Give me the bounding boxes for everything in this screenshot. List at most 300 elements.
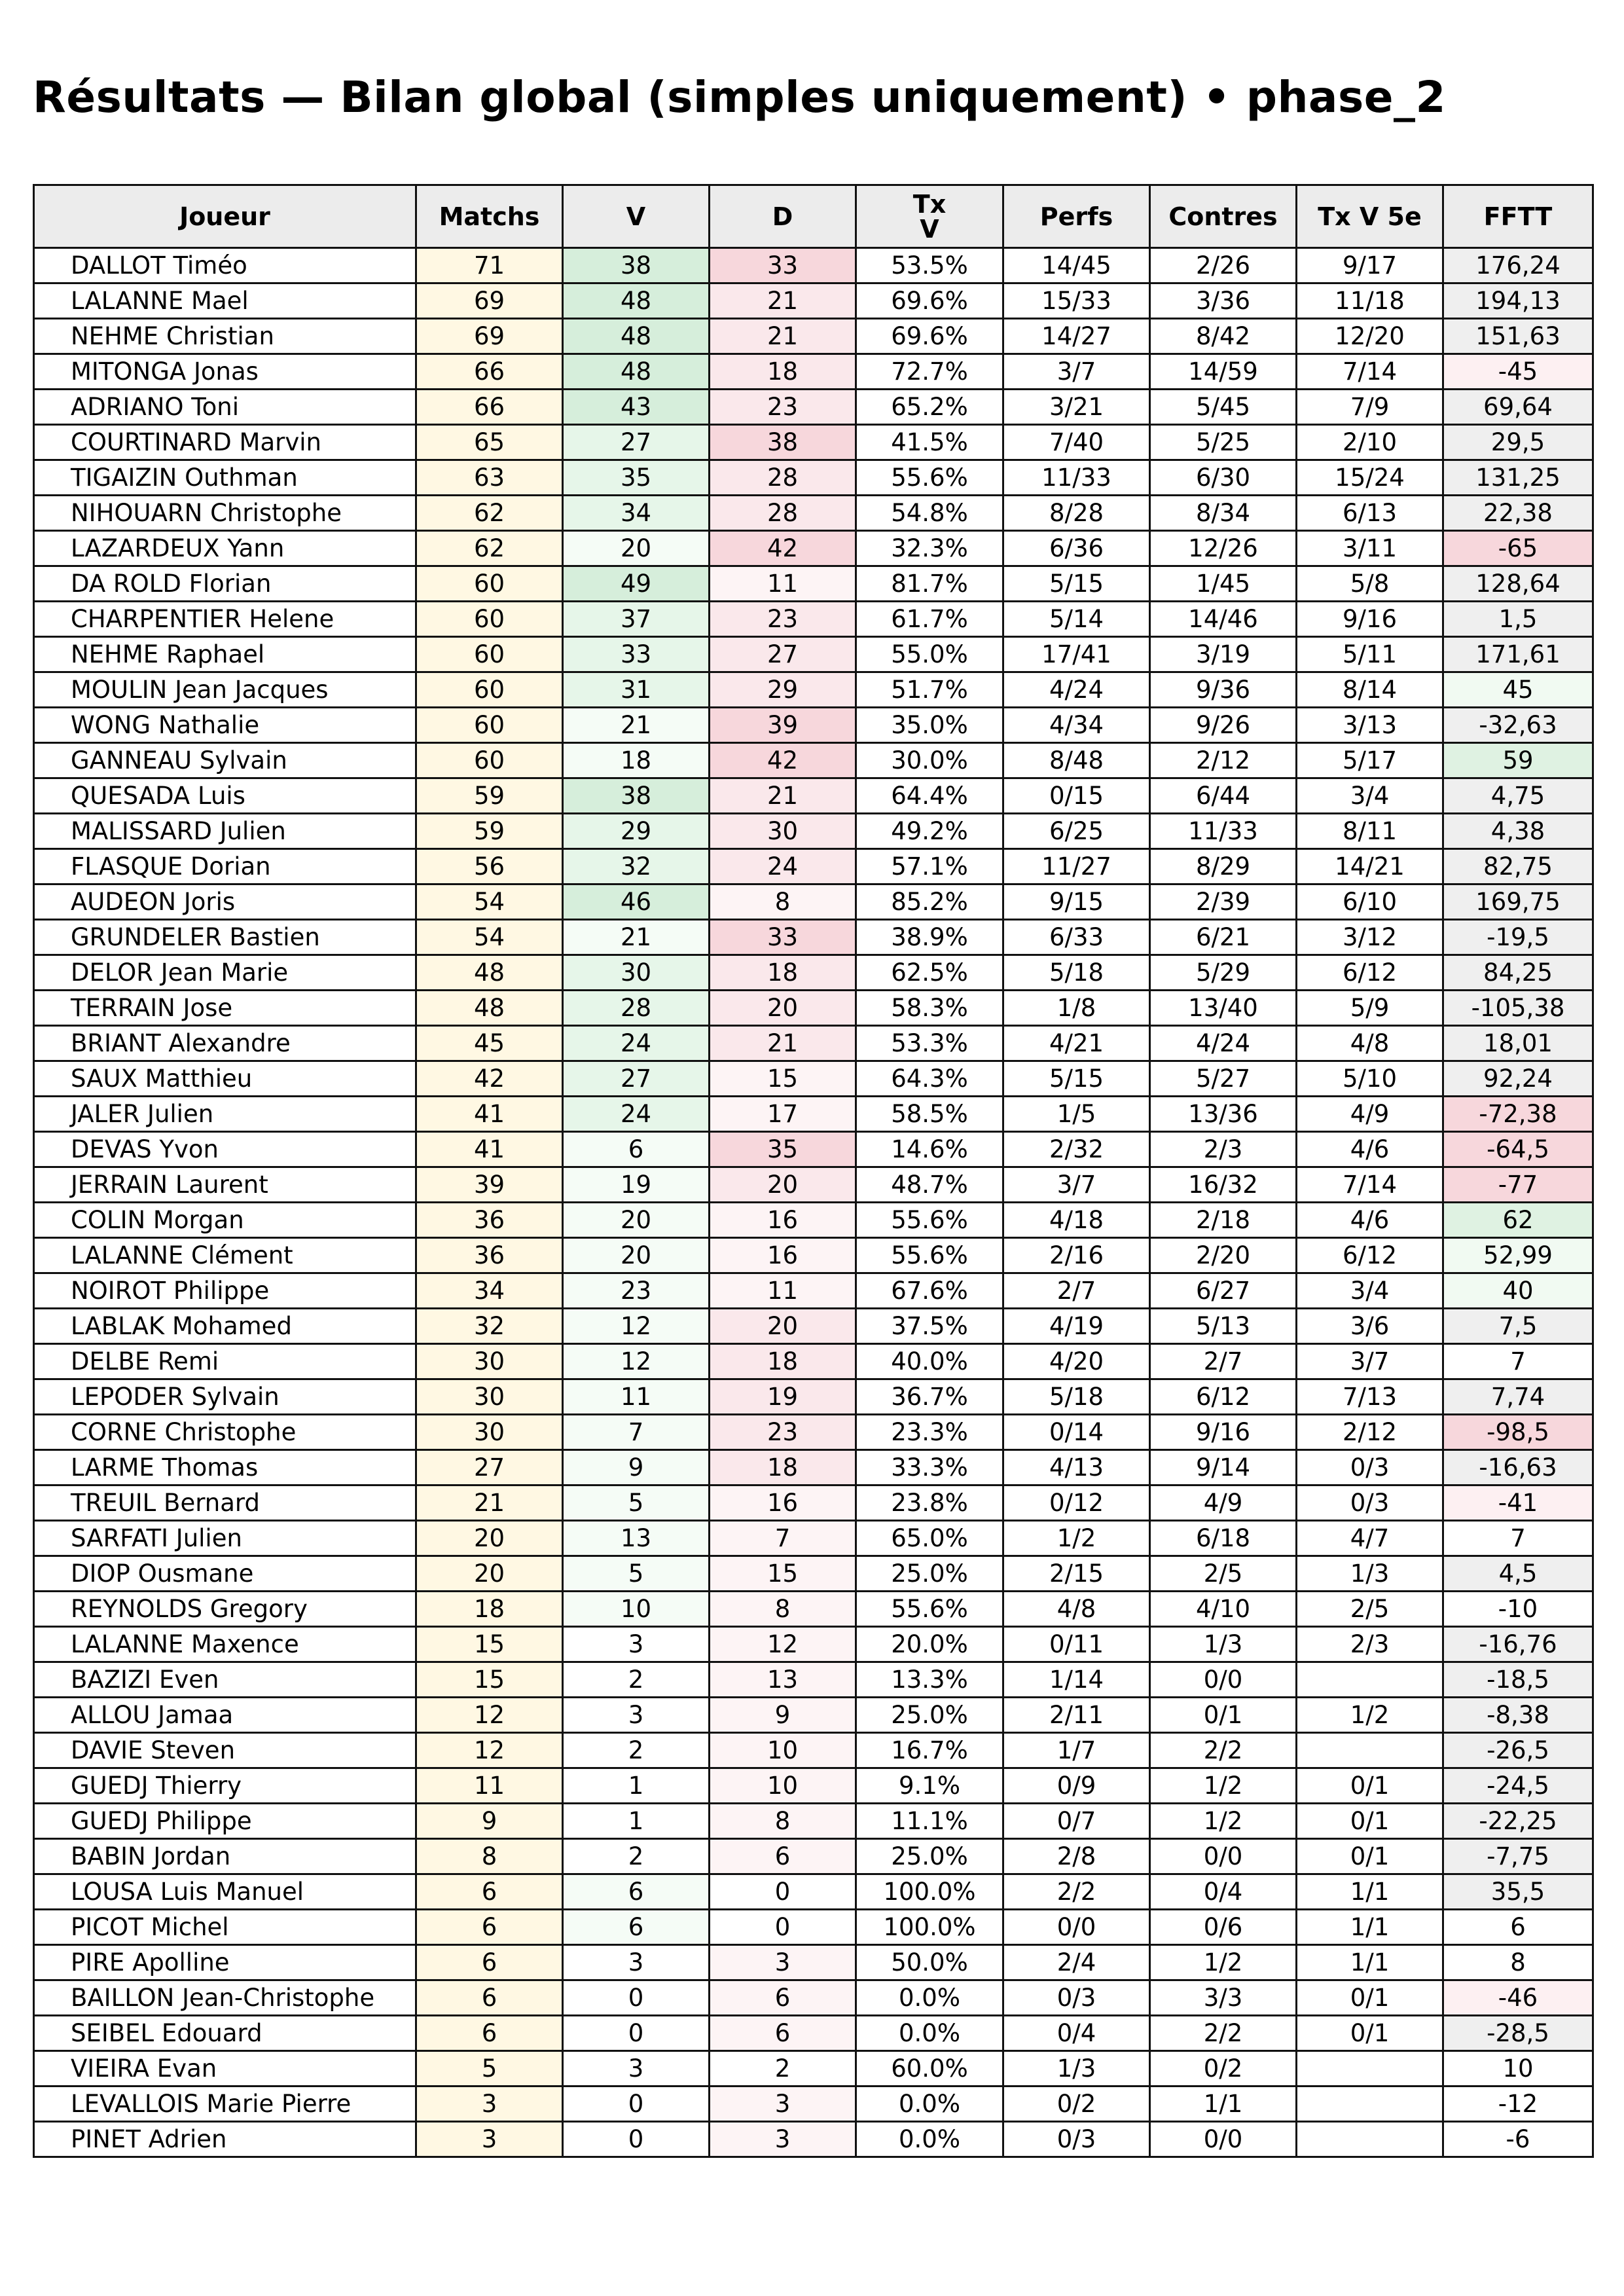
win-rate-cell: 51.7% <box>856 672 1003 708</box>
defeats-cell: 38 <box>710 425 856 460</box>
fftt-points-cell: 6 <box>1443 1910 1593 1945</box>
header-v: V <box>563 185 710 248</box>
defeats-cell: 19 <box>710 1379 856 1415</box>
matchs-cell: 60 <box>416 743 563 778</box>
fftt-points-cell: 35,5 <box>1443 1874 1593 1910</box>
victories-cell: 21 <box>563 708 710 743</box>
defeats-cell: 11 <box>710 566 856 602</box>
player-name-cell: QUESADA Luis <box>34 778 416 814</box>
fftt-points-cell: 7 <box>1443 1344 1593 1379</box>
matchs-cell: 3 <box>416 2122 563 2157</box>
matchs-cell: 3 <box>416 2086 563 2122</box>
contres-cell: 0/1 <box>1150 1698 1297 1733</box>
perfs-cell: 2/8 <box>1003 1839 1150 1874</box>
fftt-points-cell: -7,75 <box>1443 1839 1593 1874</box>
win-rate-cell: 69.6% <box>856 319 1003 354</box>
contres-cell: 3/3 <box>1150 1980 1297 2016</box>
fftt-points-cell: -8,38 <box>1443 1698 1593 1733</box>
contres-cell: 2/12 <box>1150 743 1297 778</box>
contres-cell: 6/30 <box>1150 460 1297 496</box>
defeats-cell: 9 <box>710 1698 856 1733</box>
table-row <box>34 496 1593 531</box>
defeats-cell: 23 <box>710 1415 856 1450</box>
perfs-cell: 11/27 <box>1003 849 1150 884</box>
fftt-points-cell: 69,64 <box>1443 390 1593 425</box>
fftt-points-cell: -46 <box>1443 1980 1593 2016</box>
matchs-cell: 56 <box>416 849 563 884</box>
victories-cell: 7 <box>563 1415 710 1450</box>
header-tx-v <box>856 185 1003 248</box>
matchs-cell: 54 <box>416 884 563 920</box>
perfs-cell: 0/9 <box>1003 1768 1150 1804</box>
contres-cell: 4/10 <box>1150 1592 1297 1627</box>
contres-cell: 2/5 <box>1150 1556 1297 1592</box>
contres-cell: 6/21 <box>1150 920 1297 955</box>
defeats-cell: 21 <box>710 778 856 814</box>
defeats-cell: 0 <box>710 1874 856 1910</box>
victories-cell: 11 <box>563 1379 710 1415</box>
perfs-cell: 14/45 <box>1003 248 1150 283</box>
player-name-cell: MOULIN Jean Jacques <box>34 672 416 708</box>
matchs-cell: 69 <box>416 283 563 319</box>
table-row <box>34 1910 1593 1945</box>
table-row <box>34 390 1593 425</box>
win-rate-5e-cell: 0/1 <box>1297 2016 1443 2051</box>
victories-cell: 2 <box>563 1733 710 1768</box>
defeats-cell: 2 <box>710 2051 856 2086</box>
victories-cell: 0 <box>563 2016 710 2051</box>
defeats-cell: 42 <box>710 743 856 778</box>
table-row <box>34 884 1593 920</box>
table-row <box>34 2016 1593 2051</box>
table-row <box>34 602 1593 637</box>
win-rate-cell: 60.0% <box>856 2051 1003 2086</box>
win-rate-5e-cell: 0/1 <box>1297 1980 1443 2016</box>
fftt-points-cell: 8 <box>1443 1945 1593 1980</box>
table-row <box>34 354 1593 390</box>
win-rate-cell: 37.5% <box>856 1309 1003 1344</box>
perfs-cell: 8/28 <box>1003 496 1150 531</box>
win-rate-5e-cell: 1/1 <box>1297 1910 1443 1945</box>
victories-cell: 43 <box>563 390 710 425</box>
victories-cell: 27 <box>563 1061 710 1097</box>
win-rate-5e-cell: 2/5 <box>1297 1592 1443 1627</box>
table-row <box>34 1733 1593 1768</box>
player-name-cell: DALLOT Timéo <box>34 248 416 283</box>
contres-cell: 2/39 <box>1150 884 1297 920</box>
defeats-cell: 21 <box>710 283 856 319</box>
defeats-cell: 17 <box>710 1097 856 1132</box>
win-rate-cell: 33.3% <box>856 1450 1003 1485</box>
win-rate-5e-cell: 4/6 <box>1297 1203 1443 1238</box>
matchs-cell: 48 <box>416 955 563 991</box>
fftt-points-cell: 1,5 <box>1443 602 1593 637</box>
victories-cell: 38 <box>563 778 710 814</box>
perfs-cell: 5/18 <box>1003 955 1150 991</box>
player-name-cell: LALANNE Clément <box>34 1238 416 1273</box>
player-name-cell: MALISSARD Julien <box>34 814 416 849</box>
perfs-cell: 0/2 <box>1003 2086 1150 2122</box>
victories-cell: 23 <box>563 1273 710 1309</box>
player-name-cell: NIHOUARN Christophe <box>34 496 416 531</box>
fftt-points-cell: 29,5 <box>1443 425 1593 460</box>
results-table <box>33 184 1594 2158</box>
win-rate-5e-cell: 4/9 <box>1297 1097 1443 1132</box>
contres-cell: 9/26 <box>1150 708 1297 743</box>
win-rate-5e-cell: 6/13 <box>1297 496 1443 531</box>
perfs-cell: 5/15 <box>1003 566 1150 602</box>
table-row <box>34 425 1593 460</box>
win-rate-5e-cell: 3/6 <box>1297 1309 1443 1344</box>
win-rate-5e-cell: 3/4 <box>1297 778 1443 814</box>
win-rate-5e-cell <box>1297 2122 1443 2157</box>
fftt-points-cell: 176,24 <box>1443 248 1593 283</box>
win-rate-cell: 54.8% <box>856 496 1003 531</box>
contres-cell: 3/19 <box>1150 637 1297 672</box>
win-rate-cell: 55.6% <box>856 1238 1003 1273</box>
victories-cell: 3 <box>563 1945 710 1980</box>
fftt-points-cell: 59 <box>1443 743 1593 778</box>
perfs-cell: 7/40 <box>1003 425 1150 460</box>
perfs-cell: 6/25 <box>1003 814 1150 849</box>
perfs-cell: 4/34 <box>1003 708 1150 743</box>
victories-cell: 3 <box>563 1627 710 1662</box>
fftt-points-cell: 7,74 <box>1443 1379 1593 1415</box>
table-row <box>34 672 1593 708</box>
victories-cell: 9 <box>563 1450 710 1485</box>
table-row <box>34 637 1593 672</box>
win-rate-cell: 35.0% <box>856 708 1003 743</box>
defeats-cell: 27 <box>710 637 856 672</box>
win-rate-cell: 25.0% <box>856 1839 1003 1874</box>
win-rate-cell: 11.1% <box>856 1804 1003 1839</box>
win-rate-5e-cell: 3/11 <box>1297 531 1443 566</box>
perfs-cell: 6/33 <box>1003 920 1150 955</box>
player-name-cell: COURTINARD Marvin <box>34 425 416 460</box>
win-rate-5e-cell: 7/14 <box>1297 1167 1443 1203</box>
victories-cell: 10 <box>563 1592 710 1627</box>
fftt-points-cell: 62 <box>1443 1203 1593 1238</box>
matchs-cell: 69 <box>416 319 563 354</box>
win-rate-cell: 57.1% <box>856 849 1003 884</box>
win-rate-5e-cell: 5/11 <box>1297 637 1443 672</box>
matchs-cell: 59 <box>416 814 563 849</box>
perfs-cell: 4/21 <box>1003 1026 1150 1061</box>
fftt-points-cell: 4,5 <box>1443 1556 1593 1592</box>
fftt-points-cell: -19,5 <box>1443 920 1593 955</box>
player-name-cell: GUEDJ Thierry <box>34 1768 416 1804</box>
player-name-cell: SAUX Matthieu <box>34 1061 416 1097</box>
perfs-cell: 0/15 <box>1003 778 1150 814</box>
defeats-cell: 21 <box>710 319 856 354</box>
defeats-cell: 28 <box>710 460 856 496</box>
defeats-cell: 6 <box>710 2016 856 2051</box>
matchs-cell: 62 <box>416 496 563 531</box>
fftt-points-cell: -98,5 <box>1443 1415 1593 1450</box>
perfs-cell: 2/32 <box>1003 1132 1150 1167</box>
victories-cell: 19 <box>563 1167 710 1203</box>
table-row <box>34 1415 1593 1450</box>
header-matchs: Matchs <box>416 185 563 248</box>
contres-cell: 16/32 <box>1150 1167 1297 1203</box>
win-rate-cell: 64.3% <box>856 1061 1003 1097</box>
fftt-points-cell: -12 <box>1443 2086 1593 2122</box>
matchs-cell: 6 <box>416 1874 563 1910</box>
table-row <box>34 248 1593 283</box>
defeats-cell: 8 <box>710 884 856 920</box>
win-rate-5e-cell: 1/2 <box>1297 1698 1443 1733</box>
win-rate-cell: 55.0% <box>856 637 1003 672</box>
contres-cell: 2/2 <box>1150 2016 1297 2051</box>
perfs-cell: 15/33 <box>1003 283 1150 319</box>
table-row <box>34 2122 1593 2157</box>
win-rate-cell: 64.4% <box>856 778 1003 814</box>
defeats-cell: 3 <box>710 1945 856 1980</box>
perfs-cell: 5/15 <box>1003 1061 1150 1097</box>
player-name-cell: JERRAIN Laurent <box>34 1167 416 1203</box>
perfs-cell: 2/11 <box>1003 1698 1150 1733</box>
defeats-cell: 18 <box>710 955 856 991</box>
victories-cell: 38 <box>563 248 710 283</box>
win-rate-cell: 61.7% <box>856 602 1003 637</box>
win-rate-5e-cell: 1/1 <box>1297 1874 1443 1910</box>
contres-cell: 8/34 <box>1150 496 1297 531</box>
player-name-cell: DIOP Ousmane <box>34 1556 416 1592</box>
win-rate-cell: 55.6% <box>856 1203 1003 1238</box>
contres-cell: 1/2 <box>1150 1945 1297 1980</box>
table-row <box>34 778 1593 814</box>
player-name-cell: GUEDJ Philippe <box>34 1804 416 1839</box>
matchs-cell: 42 <box>416 1061 563 1097</box>
table-row <box>34 319 1593 354</box>
matchs-cell: 63 <box>416 460 563 496</box>
contres-cell: 1/45 <box>1150 566 1297 602</box>
perfs-cell: 0/3 <box>1003 2122 1150 2157</box>
defeats-cell: 42 <box>710 531 856 566</box>
victories-cell: 34 <box>563 496 710 531</box>
table-row <box>34 1273 1593 1309</box>
perfs-cell: 4/8 <box>1003 1592 1150 1627</box>
victories-cell: 5 <box>563 1556 710 1592</box>
fftt-points-cell: -10 <box>1443 1592 1593 1627</box>
win-rate-5e-cell: 6/10 <box>1297 884 1443 920</box>
perfs-cell: 0/3 <box>1003 1980 1150 2016</box>
perfs-cell: 1/7 <box>1003 1733 1150 1768</box>
win-rate-cell: 67.6% <box>856 1273 1003 1309</box>
win-rate-cell: 53.3% <box>856 1026 1003 1061</box>
fftt-points-cell: 45 <box>1443 672 1593 708</box>
player-name-cell: AUDEON Joris <box>34 884 416 920</box>
win-rate-5e-cell: 1/1 <box>1297 1945 1443 1980</box>
table-row <box>34 531 1593 566</box>
fftt-points-cell: 131,25 <box>1443 460 1593 496</box>
perfs-cell: 4/20 <box>1003 1344 1150 1379</box>
contres-cell: 1/2 <box>1150 1804 1297 1839</box>
player-name-cell: TERRAIN Jose <box>34 991 416 1026</box>
win-rate-cell: 38.9% <box>856 920 1003 955</box>
win-rate-5e-cell: 14/21 <box>1297 849 1443 884</box>
player-name-cell: LARME Thomas <box>34 1450 416 1485</box>
perfs-cell: 5/18 <box>1003 1379 1150 1415</box>
contres-cell: 6/12 <box>1150 1379 1297 1415</box>
fftt-points-cell: -22,25 <box>1443 1804 1593 1839</box>
win-rate-5e-cell: 5/9 <box>1297 991 1443 1026</box>
fftt-points-cell: -105,38 <box>1443 991 1593 1026</box>
contres-cell: 2/7 <box>1150 1344 1297 1379</box>
fftt-points-cell: -16,76 <box>1443 1627 1593 1662</box>
player-name-cell: SARFATI Julien <box>34 1521 416 1556</box>
matchs-cell: 11 <box>416 1768 563 1804</box>
player-name-cell: LAZARDEUX Yann <box>34 531 416 566</box>
matchs-cell: 6 <box>416 1945 563 1980</box>
fftt-points-cell: -77 <box>1443 1167 1593 1203</box>
win-rate-cell: 69.6% <box>856 283 1003 319</box>
perfs-cell: 0/7 <box>1003 1804 1150 1839</box>
win-rate-5e-cell: 0/3 <box>1297 1450 1443 1485</box>
contres-cell: 1/3 <box>1150 1627 1297 1662</box>
player-name-cell: DEVAS Yvon <box>34 1132 416 1167</box>
contres-cell: 13/36 <box>1150 1097 1297 1132</box>
matchs-cell: 21 <box>416 1485 563 1521</box>
header-perfs: Perfs <box>1003 185 1150 248</box>
matchs-cell: 39 <box>416 1167 563 1203</box>
victories-cell: 24 <box>563 1097 710 1132</box>
matchs-cell: 12 <box>416 1698 563 1733</box>
victories-cell: 48 <box>563 319 710 354</box>
defeats-cell: 23 <box>710 602 856 637</box>
perfs-cell: 2/2 <box>1003 1874 1150 1910</box>
matchs-cell: 30 <box>416 1379 563 1415</box>
victories-cell: 20 <box>563 1238 710 1273</box>
victories-cell: 20 <box>563 531 710 566</box>
win-rate-cell: 0.0% <box>856 2016 1003 2051</box>
matchs-cell: 48 <box>416 991 563 1026</box>
table-row <box>34 743 1593 778</box>
matchs-cell: 12 <box>416 1733 563 1768</box>
victories-cell: 12 <box>563 1344 710 1379</box>
win-rate-cell: 55.6% <box>856 1592 1003 1627</box>
player-name-cell: DELOR Jean Marie <box>34 955 416 991</box>
fftt-points-cell: -6 <box>1443 2122 1593 2157</box>
player-name-cell: BABIN Jordan <box>34 1839 416 1874</box>
win-rate-cell: 0.0% <box>856 2122 1003 2157</box>
contres-cell: 13/40 <box>1150 991 1297 1026</box>
victories-cell: 29 <box>563 814 710 849</box>
victories-cell: 27 <box>563 425 710 460</box>
player-name-cell: MITONGA Jonas <box>34 354 416 390</box>
page-title: Résultats — Bilan global (simples uniquement) • phase_2 <box>33 72 1446 122</box>
perfs-cell: 17/41 <box>1003 637 1150 672</box>
victories-cell: 35 <box>563 460 710 496</box>
table-row <box>34 991 1593 1026</box>
perfs-cell: 4/24 <box>1003 672 1150 708</box>
player-name-cell: LALANNE Maxence <box>34 1627 416 1662</box>
contres-cell: 0/0 <box>1150 2122 1297 2157</box>
fftt-points-cell: 10 <box>1443 2051 1593 2086</box>
defeats-cell: 6 <box>710 1839 856 1874</box>
perfs-cell: 0/11 <box>1003 1627 1150 1662</box>
victories-cell: 3 <box>563 1698 710 1733</box>
fftt-points-cell: 7 <box>1443 1521 1593 1556</box>
perfs-cell: 2/15 <box>1003 1556 1150 1592</box>
table-row <box>34 1768 1593 1804</box>
fftt-points-cell: 22,38 <box>1443 496 1593 531</box>
win-rate-5e-cell <box>1297 2051 1443 2086</box>
win-rate-cell: 14.6% <box>856 1132 1003 1167</box>
contres-cell: 8/29 <box>1150 849 1297 884</box>
win-rate-5e-cell: 5/8 <box>1297 566 1443 602</box>
player-name-cell: LEPODER Sylvain <box>34 1379 416 1415</box>
player-name-cell: LALANNE Mael <box>34 283 416 319</box>
defeats-cell: 15 <box>710 1556 856 1592</box>
win-rate-5e-cell: 0/1 <box>1297 1768 1443 1804</box>
player-name-cell: LABLAK Mohamed <box>34 1309 416 1344</box>
contres-cell: 6/18 <box>1150 1521 1297 1556</box>
matchs-cell: 15 <box>416 1627 563 1662</box>
player-name-cell: NEHME Christian <box>34 319 416 354</box>
win-rate-5e-cell <box>1297 1733 1443 1768</box>
fftt-points-cell: 40 <box>1443 1273 1593 1309</box>
win-rate-5e-cell <box>1297 2086 1443 2122</box>
victories-cell: 5 <box>563 1485 710 1521</box>
perfs-cell: 3/7 <box>1003 354 1150 390</box>
win-rate-cell: 0.0% <box>856 1980 1003 2016</box>
victories-cell: 48 <box>563 354 710 390</box>
victories-cell: 12 <box>563 1309 710 1344</box>
defeats-cell: 35 <box>710 1132 856 1167</box>
player-name-cell: FLASQUE Dorian <box>34 849 416 884</box>
perfs-cell: 9/15 <box>1003 884 1150 920</box>
defeats-cell: 8 <box>710 1804 856 1839</box>
table-row <box>34 1627 1593 1662</box>
table-row <box>34 955 1593 991</box>
win-rate-5e-cell: 0/3 <box>1297 1485 1443 1521</box>
contres-cell: 0/2 <box>1150 2051 1297 2086</box>
win-rate-5e-cell: 5/17 <box>1297 743 1443 778</box>
fftt-points-cell: -72,38 <box>1443 1097 1593 1132</box>
contres-cell: 5/25 <box>1150 425 1297 460</box>
table-row <box>34 1238 1593 1273</box>
win-rate-5e-cell: 6/12 <box>1297 955 1443 991</box>
matchs-cell: 60 <box>416 566 563 602</box>
contres-cell: 9/14 <box>1150 1450 1297 1485</box>
contres-cell: 1/2 <box>1150 1768 1297 1804</box>
victories-cell: 33 <box>563 637 710 672</box>
contres-cell: 9/16 <box>1150 1415 1297 1450</box>
win-rate-5e-cell: 3/12 <box>1297 920 1443 955</box>
win-rate-cell: 50.0% <box>856 1945 1003 1980</box>
defeats-cell: 30 <box>710 814 856 849</box>
player-name-cell: VIEIRA Evan <box>34 2051 416 2086</box>
defeats-cell: 11 <box>710 1273 856 1309</box>
player-name-cell: DELBE Remi <box>34 1344 416 1379</box>
victories-cell: 20 <box>563 1203 710 1238</box>
win-rate-cell: 53.5% <box>856 248 1003 283</box>
player-name-cell: GANNEAU Sylvain <box>34 743 416 778</box>
perfs-cell: 5/14 <box>1003 602 1150 637</box>
victories-cell: 2 <box>563 1839 710 1874</box>
defeats-cell: 0 <box>710 1910 856 1945</box>
player-name-cell: GRUNDELER Bastien <box>34 920 416 955</box>
defeats-cell: 13 <box>710 1662 856 1698</box>
win-rate-5e-cell: 6/12 <box>1297 1238 1443 1273</box>
defeats-cell: 8 <box>710 1592 856 1627</box>
victories-cell: 28 <box>563 991 710 1026</box>
contres-cell: 14/46 <box>1150 602 1297 637</box>
victories-cell: 31 <box>563 672 710 708</box>
contres-cell: 6/27 <box>1150 1273 1297 1309</box>
results-body <box>34 248 1593 2157</box>
